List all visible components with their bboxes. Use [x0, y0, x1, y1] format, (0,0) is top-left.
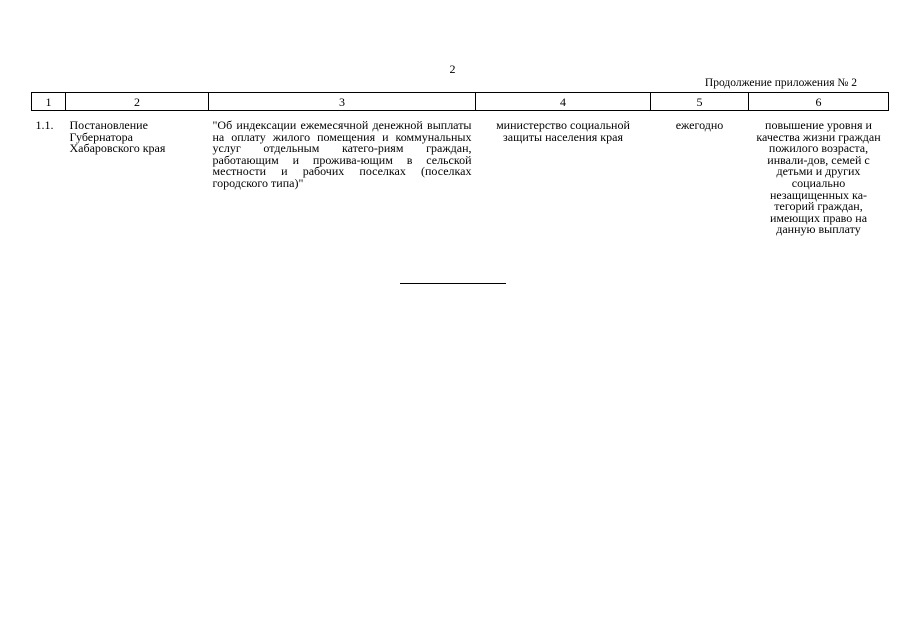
appendix-table — [31, 92, 889, 236]
page-number: 2 — [449, 62, 456, 76]
table-row — [32, 111, 889, 236]
header-col-5: 5 — [651, 93, 749, 111]
header-col-3: 3 — [209, 93, 476, 111]
header-col-2: 2 — [66, 93, 209, 111]
row-document-title: "Об индексации ежемесячной денежной выплаты на оплату жилого помещения и коммунальных услуг отдельным катего-риям граждан, работающим и прожива-ющим в сельской местности и рабочих поселках (поселках городского типа)" — [212, 118, 472, 190]
row-executor: министерство социальной защиты населения края — [496, 118, 630, 144]
header-col-4: 4 — [476, 93, 651, 111]
row-result: повышение уровня и качества жизни граждан пожилого возраста, инвали-дов, семей с детьми и других социально незащищенных ка-тегорий граждан, имеющих право на данную выплату — [756, 118, 881, 237]
header-col-6: 6 — [749, 93, 889, 111]
continuation-label: Продолжение приложения № 2 — [704, 77, 857, 89]
row-period: ежегодно — [675, 118, 724, 132]
header-row — [32, 93, 889, 111]
header-col-1: 1 — [32, 93, 66, 111]
row-document-type: Постановление Губернатора Хабаровского края — [69, 118, 166, 156]
row-number: 1.1. — [35, 118, 54, 132]
end-divider — [400, 283, 506, 284]
